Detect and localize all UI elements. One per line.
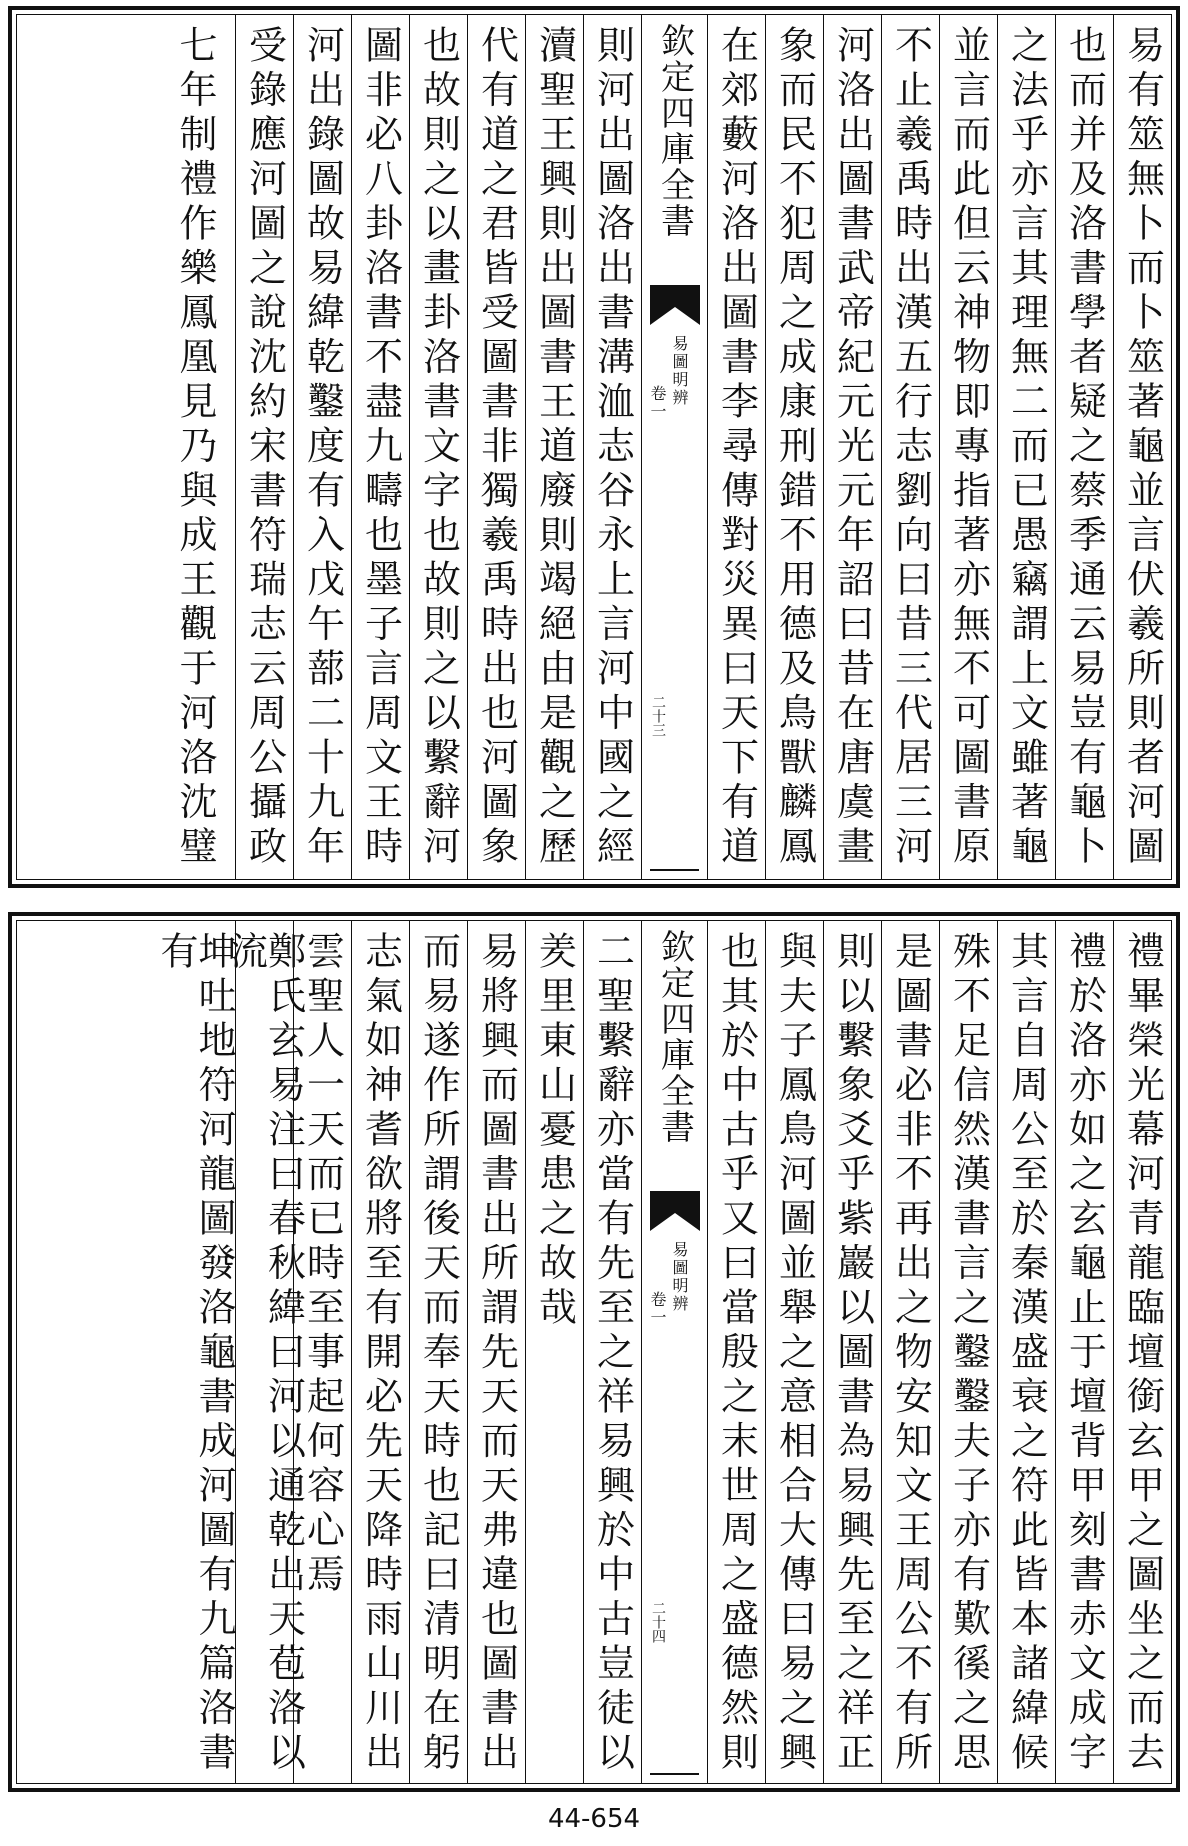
page-panel-top — [8, 6, 1180, 888]
text-column: 坤吐地符河龍圖發洛龜書成河圖有九篇洛書有 — [154, 931, 236, 1777]
library-title: 欽定四庫全書 — [654, 23, 695, 239]
text-column: 河出錄圖故易緯乾鑿度有入戊午蔀二十九年 — [293, 15, 351, 879]
text-column: 瀆聖王興則出圖書王道廢則竭絕由是觀之歷 — [525, 15, 583, 879]
text-column: 殊不足信然漢書言之鑿鑿夫子亦有歎徯之思 — [939, 921, 997, 1783]
text-column: 羑里東山憂患之故哉 — [525, 921, 583, 1783]
fish-tail-mark — [650, 1191, 700, 1231]
text-column: 象而民不犯周之成康刑錯不用德及鳥獸麟鳳 — [765, 15, 823, 879]
text-column: 則以繫象爻乎紫巖以圖書為易興先至之祥正 — [823, 921, 881, 1783]
panel-inner-frame — [16, 920, 1172, 1784]
text-column: 二聖繫辭亦當有先至之祥易興於中古豈徒以 — [583, 921, 641, 1783]
text-column: 易將興而圖書出所謂先天而天弗違也圖書出 — [467, 921, 525, 1783]
banner-rule — [650, 1773, 699, 1775]
text-column: 則河出圖洛出書溝洫志谷永上言河中國之經 — [583, 15, 641, 879]
page-number: 二十四 — [650, 1601, 666, 1643]
text-column: 圖非必八卦洛書不盡九疇也墨子言周文王時 — [351, 15, 409, 879]
folio-number: 44-654 — [547, 1804, 641, 1834]
text-column: 志氣如神耆欲將至有開必先天降時雨山川出 — [351, 921, 409, 1783]
chapter-label: 卷一 — [648, 385, 667, 421]
text-column: 也而并及洛書學者疑之蔡季通云易豈有龜卜 — [1055, 15, 1113, 879]
panel-inner-frame — [16, 14, 1172, 880]
book-title: 易圖明辨 — [670, 1241, 689, 1313]
chapter-label: 卷一 — [648, 1291, 667, 1327]
page-panel-bottom — [8, 912, 1180, 1792]
columns-container — [17, 921, 1171, 1783]
text-column: 與夫子鳳鳥河圖並舉之意相合大傳曰易之興 — [765, 921, 823, 1783]
text-column: 也其於中古乎又曰當殷之末世周之盛德然則 — [707, 921, 765, 1783]
text-column: 易有筮無卜而卜筮著龜並言伏羲所則者河圖 — [1113, 15, 1171, 879]
columns-container — [17, 15, 1171, 879]
center-banner — [641, 15, 707, 879]
text-column: 受錄應河圖之說沈約宋書符瑞志云周公攝政 — [235, 15, 293, 879]
book-title: 易圖明辨 — [670, 335, 689, 407]
text-column: 其言自周公至於秦漢盛衰之符此皆本諸緯候 — [997, 921, 1055, 1783]
text-column: 鄭氏玄易注曰春秋緯曰河以通乾出天苞洛以流 — [235, 921, 293, 1783]
text-column: 而易遂作所謂後天而奉天時也記曰清明在躬 — [409, 921, 467, 1783]
page-number: 二十三 — [650, 695, 666, 737]
text-column: 禮畢榮光幕河青龍臨壇銜玄甲之圖坐之而去 — [1113, 921, 1171, 1783]
text-column: 河洛出圖書武帝紀元光元年詔曰昔在唐虞畫 — [823, 15, 881, 879]
text-column: 禮於洛亦如之玄龜止于壇背甲刻書赤文成字 — [1055, 921, 1113, 1783]
banner-rule — [650, 869, 699, 871]
text-column: 是圖書必非不再出之物安知文王周公不有所 — [881, 921, 939, 1783]
text-column: 雲聖人一天而已時至事起何容心焉 — [293, 921, 351, 1783]
text-column: 也故則之以畫卦洛書文字也故則之以繫辭河 — [409, 15, 467, 879]
text-column: 在郊藪河洛出圖書李尋傳對災異曰天下有道 — [707, 15, 765, 879]
library-title: 欽定四庫全書 — [654, 929, 695, 1145]
text-column: 不止羲禹時出漢五行志劉向曰昔三代居三河 — [881, 15, 939, 879]
text-column: 之法乎亦言其理無二而已愚竊謂上文雖著龜 — [997, 15, 1055, 879]
fish-tail-mark — [650, 285, 700, 325]
text-column: 七年制禮作樂鳳凰見乃與成王觀于河洛沈璧 — [173, 25, 217, 871]
text-column: 並言而此但云神物即專指著亦無不可圖書原 — [939, 15, 997, 879]
text-column: 代有道之君皆受圖書非獨羲禹時出也河圖象 — [467, 15, 525, 879]
center-banner — [641, 921, 707, 1783]
